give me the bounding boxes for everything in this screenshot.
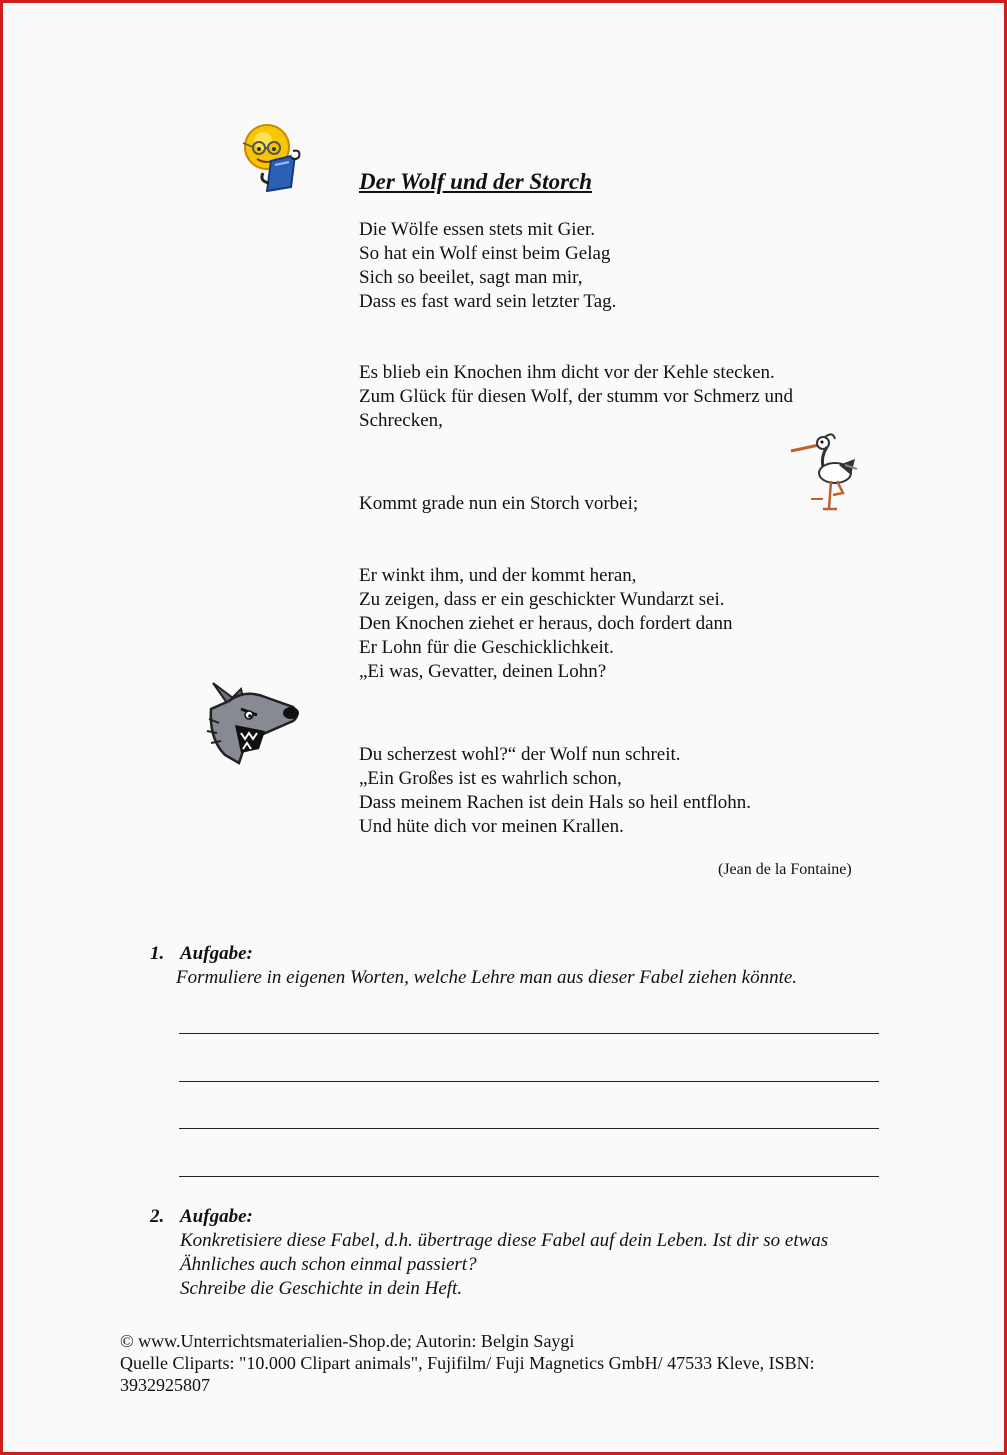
answer-line[interactable]	[179, 1033, 879, 1034]
stanza-1	[359, 218, 616, 314]
poem-title: Der Wolf und der Storch	[359, 169, 593, 194]
footer-line: Quelle Cliparts: "10.000 Clipart animals", Fujifilm/ Fuji Magnetics GmbH/ 47533 Kleve, ISBN:	[120, 1353, 815, 1373]
task-2-text	[180, 1229, 828, 1301]
task-2-line: Konkretisiere diese Fabel, d.h. übertrage diese Fabel auf dein Leben. Ist dir so etwas	[180, 1230, 829, 1251]
wolf-head-icon	[205, 679, 303, 765]
task-2-number: 2.	[150, 1206, 165, 1227]
poem-line: Kommt grade nun ein Storch vorbei;	[359, 493, 639, 514]
poem-line: Es blieb ein Knochen ihm dicht vor der Kehle stecken.	[359, 362, 775, 383]
poem-line: Du scherzest wohl?“ der Wolf nun schreit.	[359, 744, 681, 765]
task-2-heading: Aufgabe:	[180, 1206, 253, 1227]
footer-line: © www.Unterrichtsmaterialien-Shop.de; Autorin: Belgin Saygi	[120, 1331, 575, 1351]
poem-line: Dass meinem Rachen ist dein Hals so heil entflohn.	[359, 792, 752, 813]
stanza-4	[359, 564, 733, 684]
poem-line: So hat ein Wolf einst beim Gelag	[359, 243, 611, 264]
footer-line: 3932925807	[120, 1375, 210, 1395]
task-1-text: Formuliere in eigenen Worten, welche Lehre man aus dieser Fabel ziehen könnte.	[176, 967, 798, 988]
task-1-number: 1.	[150, 943, 165, 964]
stanza-2	[359, 361, 793, 433]
poem-line: „Ein Großes ist es wahrlich schon,	[359, 768, 622, 789]
task-2-line: Schreibe die Geschichte in dein Heft.	[180, 1278, 463, 1299]
poem-line: Er winkt ihm, und der kommt heran,	[359, 565, 637, 586]
stanza-5	[359, 743, 751, 839]
poem-line: Und hüte dich vor meinen Krallen.	[359, 816, 624, 837]
poem-line: Zum Glück für diesen Wolf, der stumm vor Schmerz und	[359, 386, 793, 407]
answer-line[interactable]	[179, 1128, 879, 1129]
copyright-footer	[120, 1330, 880, 1396]
answer-line[interactable]	[179, 1081, 879, 1082]
answer-line[interactable]	[179, 1176, 879, 1177]
poem-line: Schrecken,	[359, 410, 443, 431]
stanza-3	[359, 492, 638, 516]
task-1-heading: Aufgabe:	[180, 943, 253, 964]
poem-line: Zu zeigen, dass er ein geschickter Wundarzt sei.	[359, 589, 725, 610]
task-2-line: Ähnliches auch schon einmal passiert?	[180, 1254, 477, 1275]
poem-line: Die Wölfe essen stets mit Gier.	[359, 219, 596, 240]
poem-line: „Ei was, Gevatter, deinen Lohn?	[359, 661, 607, 682]
poem-line: Er Lohn für die Geschicklichkeit.	[359, 637, 614, 658]
poem-line: Sich so beeilet, sagt man mir,	[359, 267, 583, 288]
poem-author: (Jean de la Fontaine)	[718, 861, 852, 878]
stork-icon	[789, 429, 861, 515]
reading-smiley-icon	[239, 121, 305, 193]
poem-line: Den Knochen ziehet er heraus, doch fordert dann	[359, 613, 733, 634]
poem-line: Dass es fast ward sein letzter Tag.	[359, 291, 617, 312]
